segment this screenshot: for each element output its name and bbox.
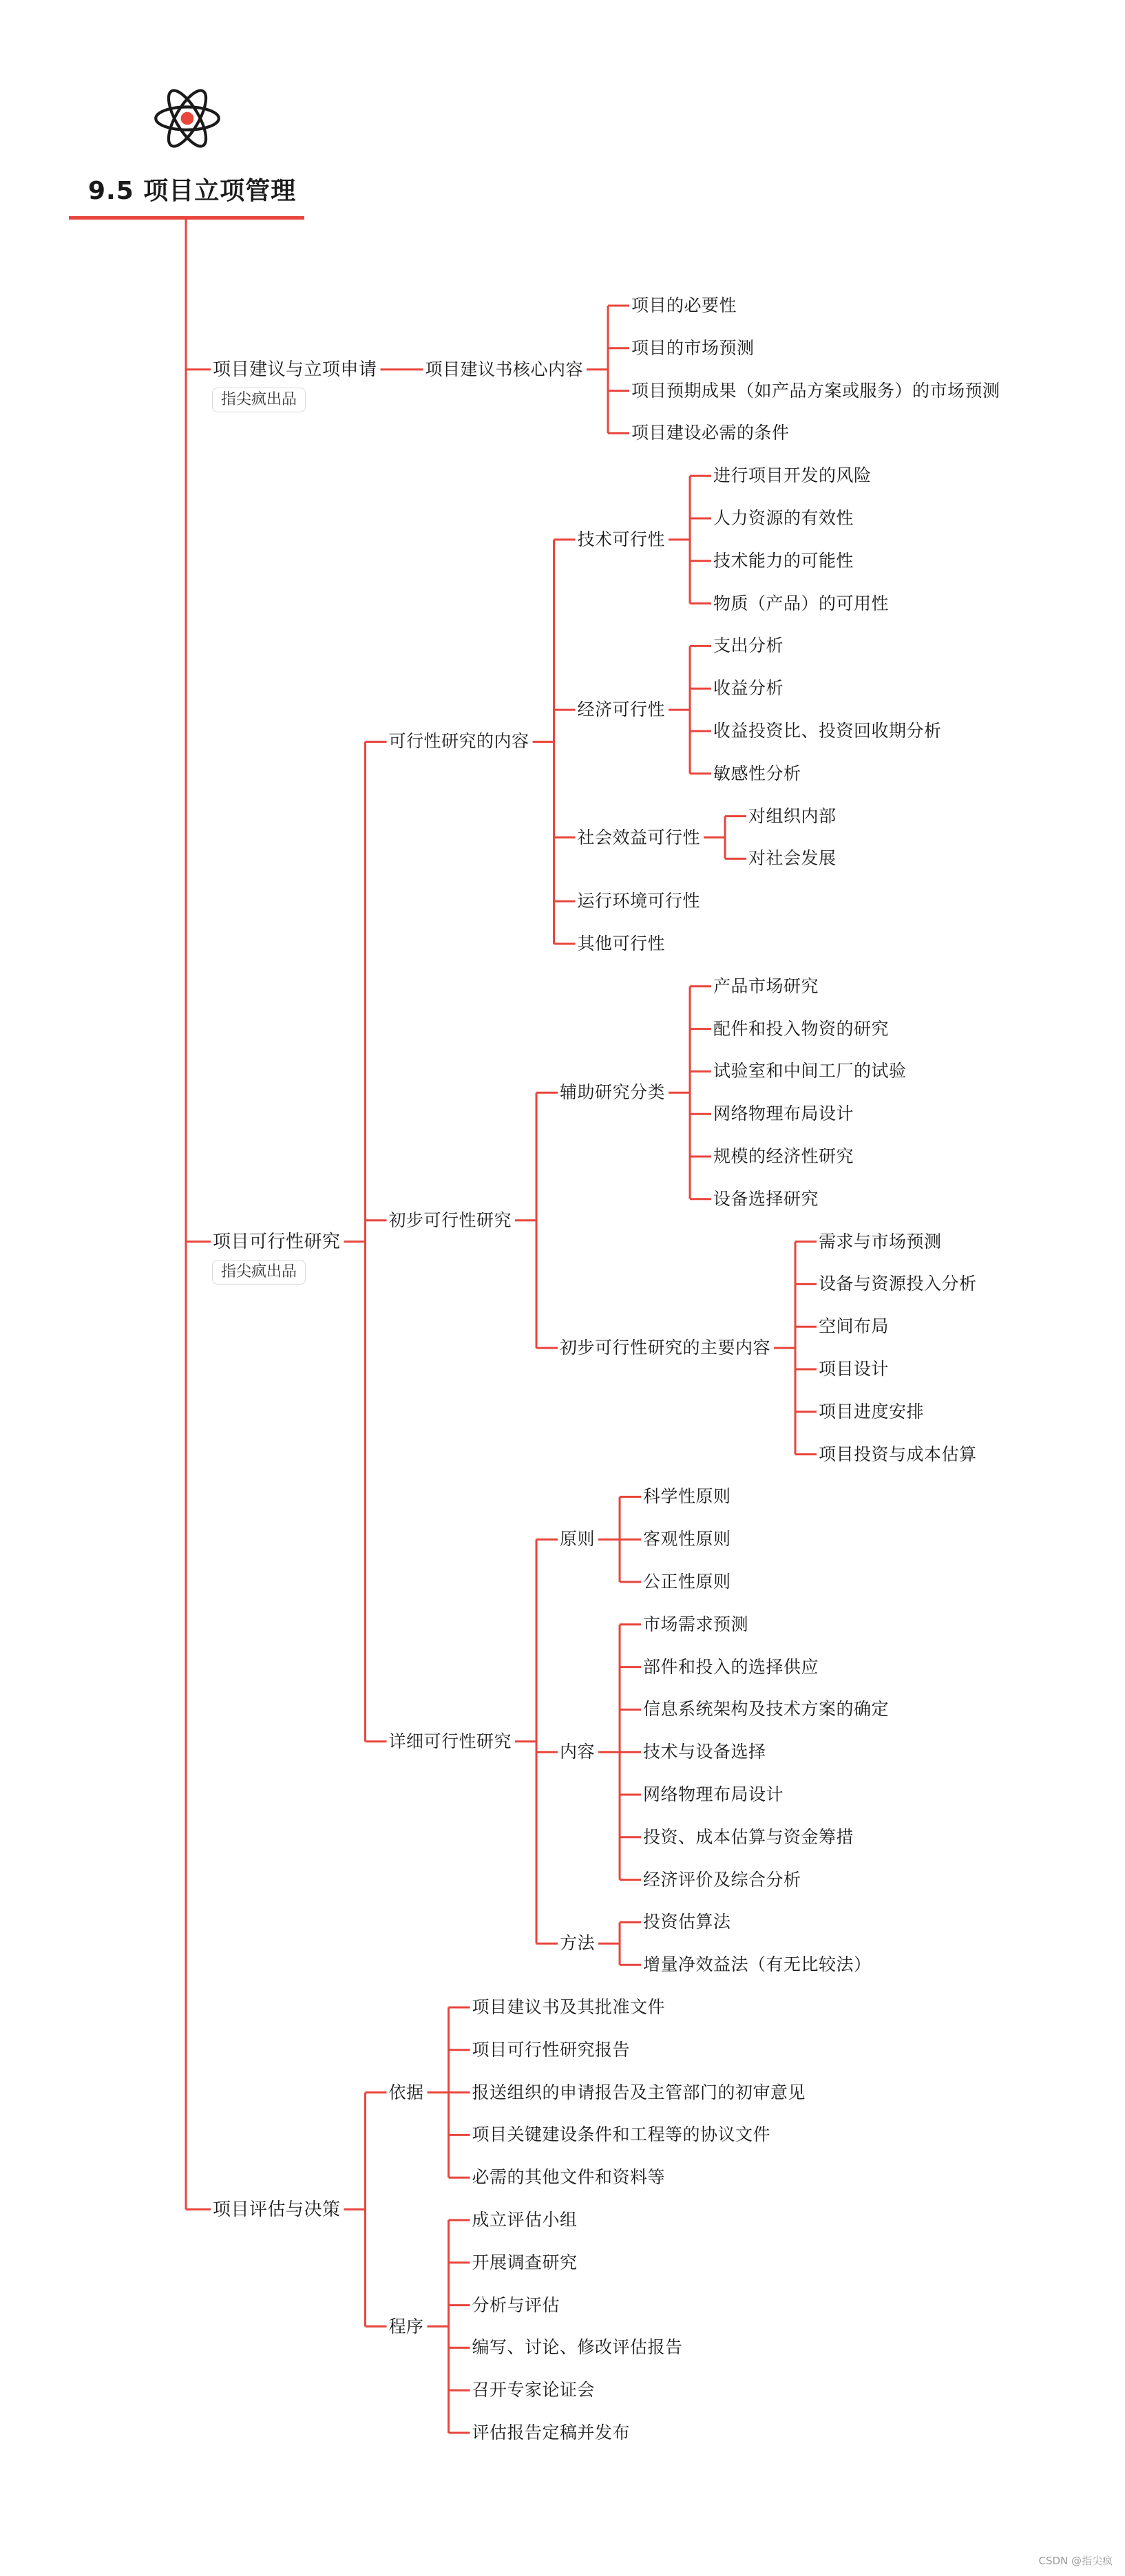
leaf-node[interactable]: 产品市场研究: [711, 975, 821, 998]
leaf-node[interactable]: 收益投资比、投资回收期分析: [711, 719, 944, 743]
topic-node[interactable]: 项目建议书核心内容: [423, 358, 586, 381]
topic-node[interactable]: 可行性研究的内容: [387, 730, 532, 753]
leaf-node[interactable]: 空间布局: [817, 1315, 891, 1338]
leaf-node[interactable]: 项目的必要性: [629, 294, 739, 317]
leaf-node[interactable]: 项目可行性研究报告: [470, 2038, 633, 2062]
leaf-node[interactable]: 配件和投入物资的研究: [711, 1017, 891, 1041]
leaf-node[interactable]: 人力资源的有效性: [711, 507, 856, 530]
leaf-node[interactable]: 部件和投入的选择供应: [641, 1656, 821, 1679]
topic-node[interactable]: 经济可行性: [576, 698, 668, 721]
leaf-node[interactable]: 设备与资源投入分析: [817, 1272, 979, 1296]
topic-node[interactable]: 方法: [558, 1932, 597, 1955]
author-tag: 指尖疯出品: [212, 388, 306, 412]
topic-node[interactable]: 原则: [558, 1528, 597, 1551]
leaf-node[interactable]: 收益分析: [711, 677, 786, 700]
watermark: CSDN @指尖疯: [1038, 2555, 1113, 2567]
leaf-node[interactable]: 物质（产品）的可用性: [711, 592, 891, 615]
leaf-node[interactable]: 经济评价及综合分析: [641, 1868, 803, 1892]
leaf-node[interactable]: 分析与评估: [470, 2294, 562, 2317]
topic-node[interactable]: 项目评估与决策: [211, 2198, 343, 2221]
leaf-node[interactable]: 敏感性分析: [711, 762, 803, 785]
leaf-node[interactable]: 技术与设备选择: [641, 1740, 768, 1764]
leaf-node[interactable]: 增量净效益法（有无比较法）: [641, 1953, 874, 1976]
leaf-node[interactable]: 项目投资与成本估算: [817, 1443, 979, 1466]
topic-node[interactable]: 技术可行性: [576, 528, 668, 551]
leaf-node[interactable]: 召开专家论证会: [470, 2378, 598, 2402]
leaf-node[interactable]: 网络物理布局设计: [711, 1102, 856, 1126]
leaf-node[interactable]: 项目的市场预测: [629, 337, 757, 360]
topic-node[interactable]: 社会效益可行性: [576, 826, 703, 849]
root-underline: [69, 216, 304, 220]
topic-node[interactable]: 项目可行性研究: [211, 1230, 343, 1254]
atom-icon: [151, 83, 223, 154]
leaf-node[interactable]: 规模的经济性研究: [711, 1145, 856, 1168]
leaf-node[interactable]: 项目设计: [817, 1358, 891, 1381]
leaf-node[interactable]: 支出分析: [711, 634, 786, 657]
leaf-node[interactable]: 项目预期成果（如产品方案或服务）的市场预测: [629, 379, 1002, 403]
leaf-node[interactable]: 进行项目开发的风险: [711, 464, 874, 487]
leaf-node[interactable]: 试验室和中间工厂的试验: [711, 1059, 909, 1083]
author-tag: 指尖疯出品: [212, 1260, 306, 1285]
leaf-node[interactable]: 客观性原则: [641, 1528, 733, 1551]
leaf-node[interactable]: 网络物理布局设计: [641, 1783, 786, 1806]
topic-node[interactable]: 辅助研究分类: [558, 1081, 667, 1104]
leaf-node[interactable]: 需求与市场预测: [817, 1230, 944, 1254]
leaf-node[interactable]: 运行环境可行性: [576, 889, 703, 913]
leaf-node[interactable]: 对社会发展: [746, 847, 839, 870]
leaf-node[interactable]: 市场需求预测: [641, 1613, 750, 1636]
topic-node[interactable]: 依据: [387, 2081, 426, 2104]
leaf-node[interactable]: 开展调查研究: [470, 2251, 580, 2274]
leaf-node[interactable]: 评估报告定稿并发布: [470, 2421, 633, 2445]
leaf-node[interactable]: 项目进度安排: [817, 1400, 926, 1424]
leaf-node[interactable]: 项目关键建设条件和工程等的协议文件: [470, 2123, 773, 2146]
topic-node[interactable]: 初步可行性研究的主要内容: [558, 1336, 772, 1360]
topic-node[interactable]: 初步可行性研究: [387, 1209, 514, 1232]
leaf-node[interactable]: 编写、讨论、修改评估报告: [470, 2336, 685, 2359]
leaf-node[interactable]: 报送组织的申请报告及主管部门的初审意见: [470, 2081, 808, 2104]
leaf-node[interactable]: 设备选择研究: [711, 1187, 821, 1211]
root-title[interactable]: 9.5 项目立项管理: [88, 177, 297, 205]
leaf-node[interactable]: 项目建议书及其批准文件: [470, 1996, 668, 2019]
topic-node[interactable]: 内容: [558, 1740, 597, 1764]
leaf-node[interactable]: 必需的其他文件和资料等: [470, 2166, 668, 2189]
leaf-node[interactable]: 公正性原则: [641, 1570, 733, 1594]
leaf-node[interactable]: 成立评估小组: [470, 2208, 580, 2232]
topic-node[interactable]: 程序: [387, 2315, 426, 2339]
leaf-node[interactable]: 投资估算法: [641, 1910, 733, 1934]
topic-node[interactable]: 项目建议与立项申请: [211, 358, 379, 381]
leaf-node[interactable]: 信息系统架构及技术方案的确定: [641, 1698, 891, 1721]
leaf-node[interactable]: 项目建设必需的条件: [629, 421, 792, 445]
leaf-node[interactable]: 技术能力的可能性: [711, 549, 856, 573]
leaf-node[interactable]: 科学性原则: [641, 1485, 733, 1508]
topic-node[interactable]: 详细可行性研究: [387, 1730, 514, 1753]
leaf-node[interactable]: 其他可行性: [576, 932, 668, 956]
leaf-node[interactable]: 对组织内部: [746, 805, 839, 828]
leaf-node[interactable]: 投资、成本估算与资金筹措: [641, 1826, 856, 1849]
